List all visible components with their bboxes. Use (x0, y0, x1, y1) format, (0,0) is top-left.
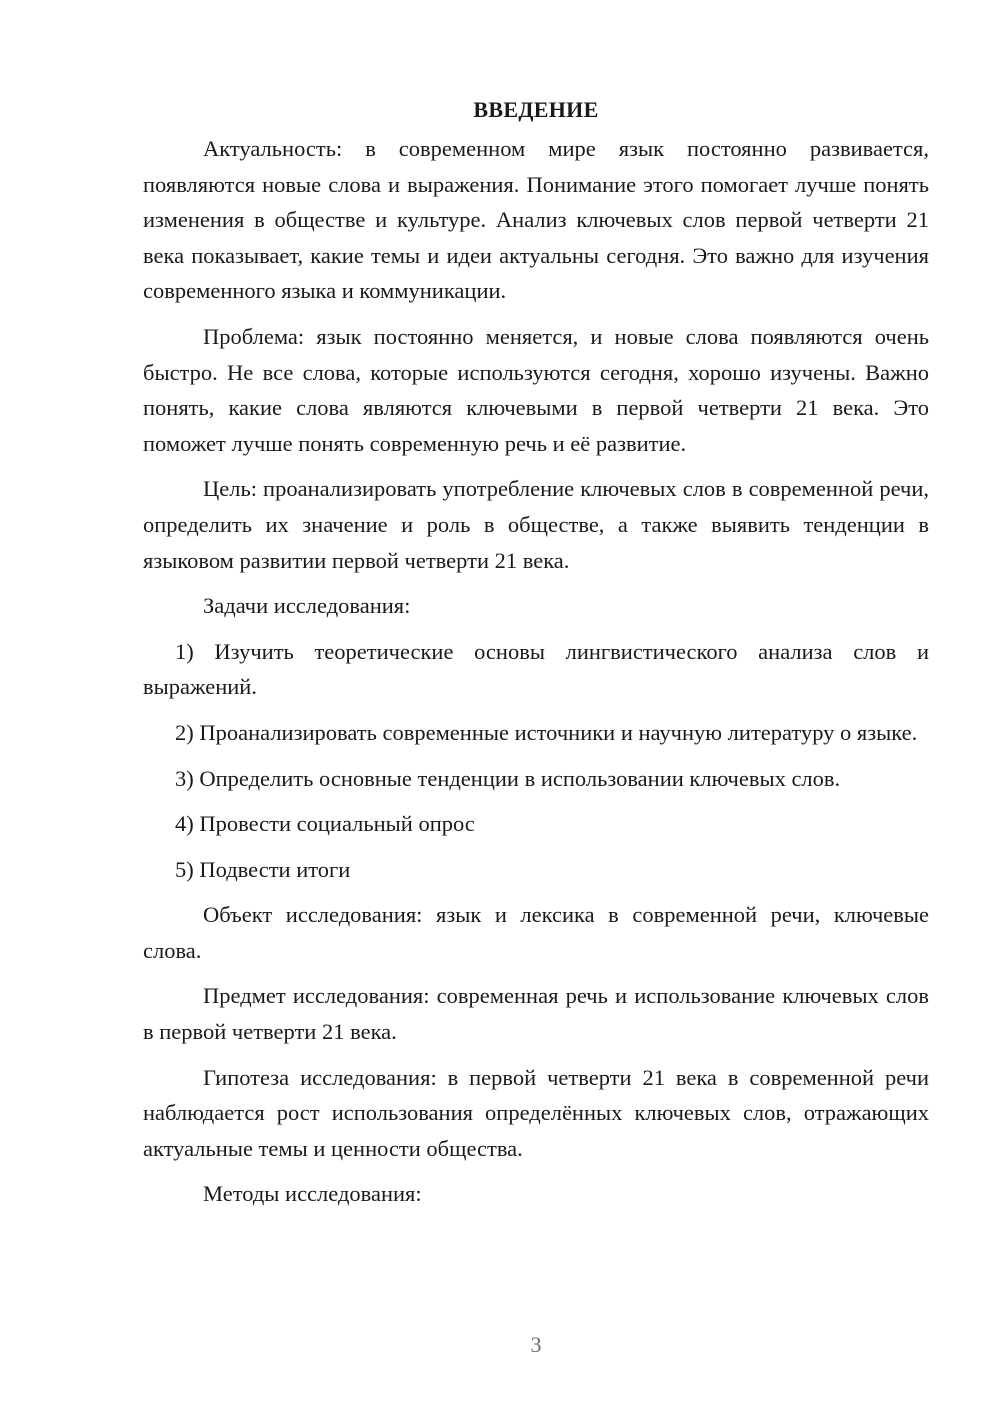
task-item-5: 5) Подвести итоги (175, 856, 351, 882)
paragraph-relevance: Актуальность: в современном мире язык постоянно развивается, появляются новые слова и выражения. Понимание этого помогает лучше понять изменения в обществе и культуре. Анализ ключевых слов первой четверти 21 века показывает, какие темы и идеи актуальны сегодня. Это важно для изучения современного языка и коммуникации. (143, 136, 929, 304)
paragraph-goal: Цель: проанализировать употребление ключевых слов в современной речи, определить их значение и роль в обществе, а также выявить тенденции в языковом развитии первой четверти 21 века. (143, 476, 929, 573)
methods-heading: Методы исследования: (203, 1181, 422, 1207)
tasks-heading: Задачи исследования: (203, 593, 411, 619)
page-title: ВВЕДЕНИЕ (473, 97, 599, 122)
paragraph-object: Объект исследования: язык и лексика в современной речи, ключевые слова. (143, 902, 929, 963)
task-item-2: 2) Проанализировать современные источники и научную литературу о языке. (175, 719, 918, 745)
paragraph-hypothesis: Гипотеза исследования: в первой четверти 21 века в современной речи наблюдается рост использования определённых ключевых слов, отражающих актуальные темы и ценности общества. (143, 1064, 929, 1161)
task-item-1: 1) Изучить теоретические основы лингвистического анализа слов и выражений. (143, 638, 929, 700)
task-item-3: 3) Определить основные тенденции в использовании ключевых слов. (175, 765, 841, 791)
paragraph-subject: Предмет исследования: современная речь и использование ключевых слов в первой четверти 21 века. (143, 983, 929, 1045)
page-number: 3 (530, 1332, 542, 1357)
paragraph-problem: Проблема: язык постоянно меняется, и новые слова появляются очень быстро. Не все слова, которые используются сегодня, хорошо изучены. Важно понять, какие слова являются ключевыми в первой четверти 21 века. Это поможет лучше понять современную речь и её развитие. (143, 323, 929, 456)
task-item-4: 4) Провести социальный опрос (175, 811, 475, 837)
document-page (143, 92, 929, 1222)
